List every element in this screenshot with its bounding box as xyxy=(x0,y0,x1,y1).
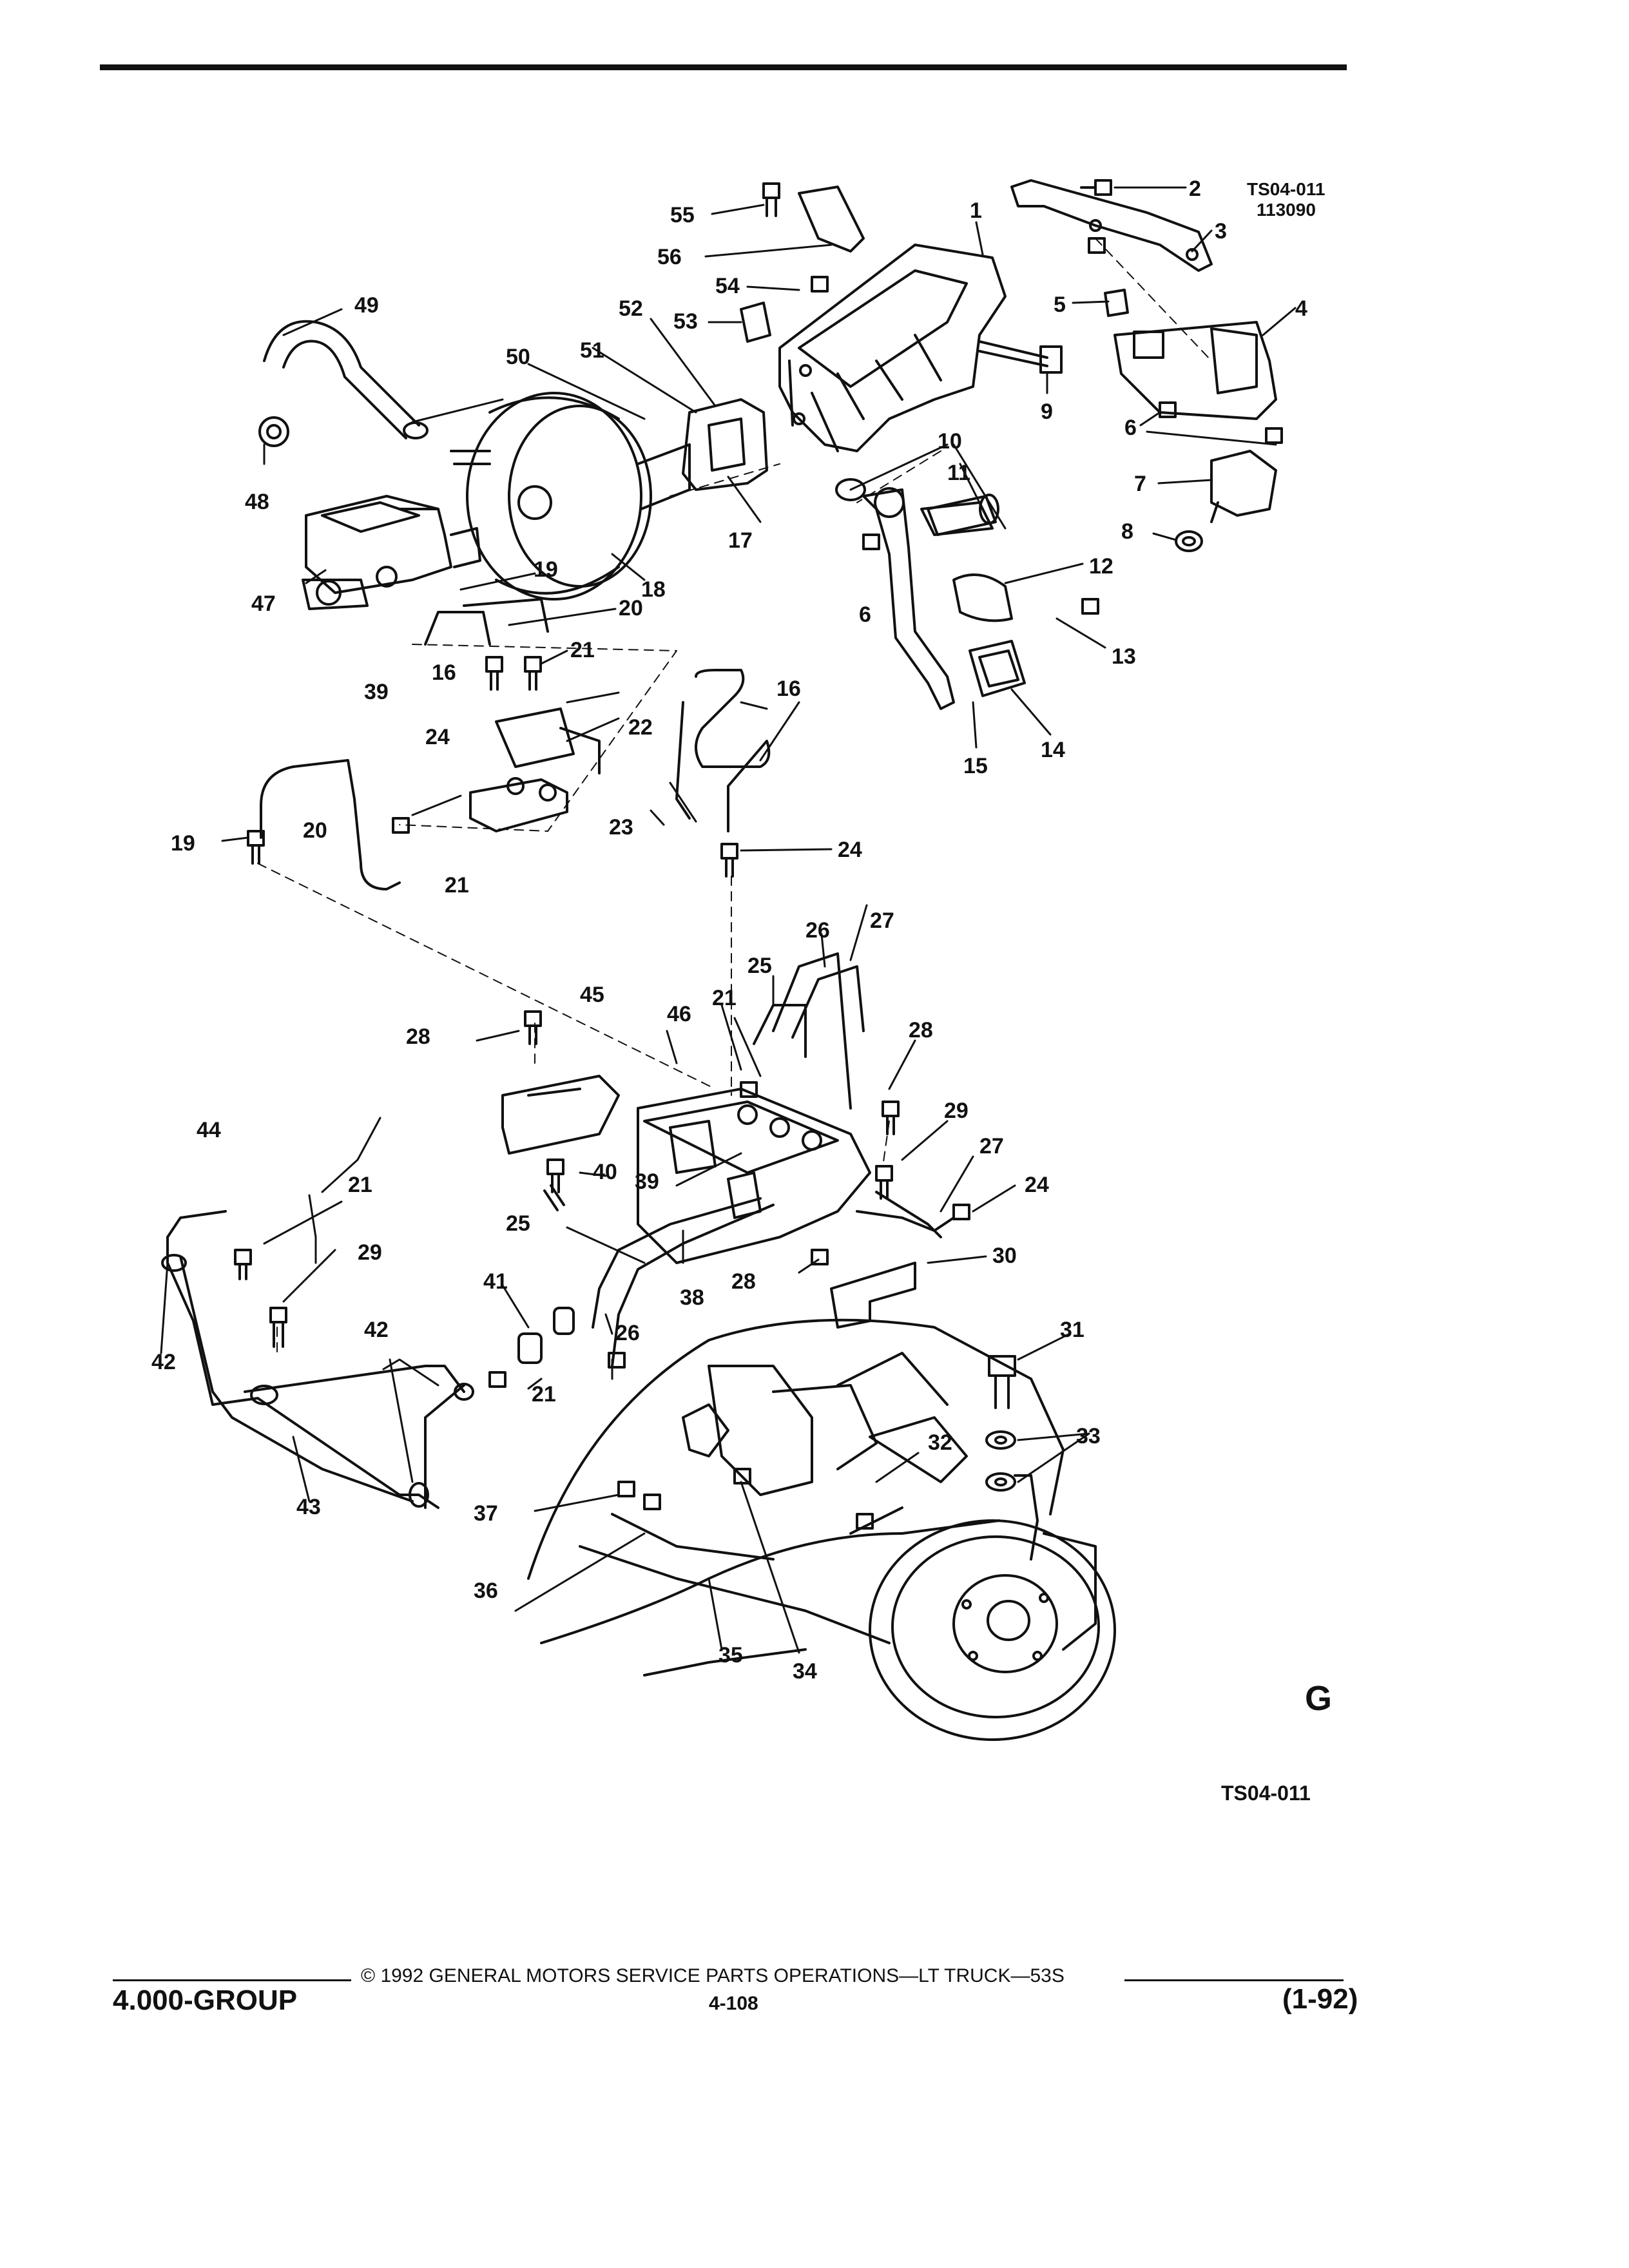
callout-52: 52 xyxy=(619,296,643,321)
brake-pipes-upper xyxy=(261,599,769,889)
callout-38: 38 xyxy=(680,1285,704,1310)
callout-24b: 24 xyxy=(838,838,862,862)
callout-15: 15 xyxy=(963,754,988,778)
callout-34: 34 xyxy=(793,1659,817,1684)
callout-10: 10 xyxy=(938,429,962,454)
callout-50: 50 xyxy=(506,345,530,369)
callout-5: 5 xyxy=(1054,293,1066,317)
callout-3: 3 xyxy=(1215,219,1227,244)
group-label: 4.000-GROUP xyxy=(113,1984,298,2016)
callout-41: 41 xyxy=(483,1269,508,1294)
pedal-pad xyxy=(970,641,1025,696)
callout-40: 40 xyxy=(593,1160,617,1184)
callout-42b: 42 xyxy=(151,1350,176,1374)
sealing-washers xyxy=(987,1432,1037,1559)
callout-13: 13 xyxy=(1112,644,1136,669)
callout-27: 27 xyxy=(870,908,894,933)
screw xyxy=(545,1186,564,1210)
callout-26b: 26 xyxy=(615,1321,640,1345)
callout-43: 43 xyxy=(296,1495,321,1519)
callout-29b: 29 xyxy=(358,1240,382,1265)
callout-56: 56 xyxy=(657,245,682,269)
footer-rule-left xyxy=(113,1979,351,1981)
callout-25b: 25 xyxy=(506,1211,530,1236)
abs-bracket xyxy=(503,1076,619,1153)
footer-rule-right xyxy=(1124,1979,1344,1981)
callout-30: 30 xyxy=(992,1244,1017,1268)
retaining-nut xyxy=(1176,532,1202,551)
callout-39: 39 xyxy=(364,680,389,704)
callout-37: 37 xyxy=(474,1501,498,1526)
revision-date: (1-92) xyxy=(1282,1983,1358,2015)
combination-valve xyxy=(470,709,599,831)
callout-26: 26 xyxy=(805,918,830,943)
callout-12: 12 xyxy=(1089,554,1113,579)
callout-53: 53 xyxy=(673,309,698,334)
pushrod-retainer xyxy=(954,575,1012,620)
callout-35: 35 xyxy=(718,1643,743,1667)
callout-48: 48 xyxy=(245,490,269,514)
callout-18: 18 xyxy=(641,577,666,602)
callout-31: 31 xyxy=(1060,1318,1084,1342)
logo-mark: G xyxy=(1305,1679,1333,1718)
callout-36: 36 xyxy=(474,1579,498,1603)
rear-brake-pipe-assembly xyxy=(162,1211,473,1508)
callout-2: 2 xyxy=(1189,177,1201,201)
figure-code-bottom: TS04-011 xyxy=(1221,1782,1311,1805)
stoplamp-switch xyxy=(1211,451,1276,522)
master-cylinder xyxy=(303,496,480,609)
spacer-block xyxy=(741,187,1128,341)
callout-6: 6 xyxy=(1124,416,1137,440)
callout-1: 1 xyxy=(970,198,982,223)
callout-20: 20 xyxy=(619,596,643,620)
brake-pedal xyxy=(863,488,992,709)
pipe-bracket xyxy=(831,1263,915,1327)
page-number: 4-108 xyxy=(709,1993,758,2014)
callout-51: 51 xyxy=(580,338,604,363)
pivot-bolt xyxy=(979,341,1061,372)
callout-28c: 28 xyxy=(731,1269,756,1294)
callout-49: 49 xyxy=(354,293,379,318)
grommet xyxy=(260,418,288,446)
callout-28: 28 xyxy=(406,1024,430,1049)
callout-9: 9 xyxy=(1041,399,1053,424)
callout-8: 8 xyxy=(1121,519,1133,544)
callout-6b: 6 xyxy=(859,602,871,627)
callout-47: 47 xyxy=(251,591,276,616)
callout-4: 4 xyxy=(1295,296,1307,321)
callout-21c: 21 xyxy=(712,986,737,1010)
callout-24c: 24 xyxy=(1025,1173,1049,1197)
pipe-connector xyxy=(519,1308,574,1363)
callout-25: 25 xyxy=(747,954,772,978)
brake-rotor-hub xyxy=(870,1521,1115,1740)
callout-16: 16 xyxy=(776,677,801,701)
callout-33: 33 xyxy=(1076,1424,1101,1448)
figure-code-top: TS04-011 xyxy=(1247,179,1325,199)
callout-14: 14 xyxy=(1041,738,1065,762)
callout-44: 44 xyxy=(197,1118,221,1142)
stoplamp-switch-mount xyxy=(1115,322,1276,419)
callout-21b: 21 xyxy=(445,873,469,898)
callout-28b: 28 xyxy=(909,1018,933,1043)
callout-21d: 21 xyxy=(348,1173,372,1197)
callout-7: 7 xyxy=(1134,472,1146,496)
callout-21e: 21 xyxy=(532,1382,556,1407)
figure-date-code: 113090 xyxy=(1257,200,1316,220)
callout-22: 22 xyxy=(628,715,653,740)
callout-19: 19 xyxy=(534,557,558,582)
callout-54: 54 xyxy=(715,274,740,298)
callout-39b: 39 xyxy=(635,1169,659,1194)
callout-45: 45 xyxy=(580,983,604,1007)
callout-20b: 20 xyxy=(303,818,327,843)
callout-29: 29 xyxy=(944,1099,969,1123)
callout-55: 55 xyxy=(670,203,695,227)
callout-11: 11 xyxy=(947,461,970,485)
callout-24: 24 xyxy=(425,725,450,749)
callout-16b: 16 xyxy=(432,660,456,685)
callout-42: 42 xyxy=(364,1318,389,1342)
leader-lines xyxy=(161,187,1295,1653)
power-brake-booster xyxy=(451,393,689,599)
brake-pipes-lower xyxy=(593,1192,954,1366)
callout-19b: 19 xyxy=(171,831,195,856)
callout-21: 21 xyxy=(570,638,595,662)
abs-modulator-assembly xyxy=(638,954,870,1263)
reservoir-hose xyxy=(264,322,427,438)
callout-27b: 27 xyxy=(979,1134,1004,1158)
callout-17: 17 xyxy=(728,528,753,553)
callout-23: 23 xyxy=(609,815,633,840)
callout-46: 46 xyxy=(667,1002,691,1026)
callout-32: 32 xyxy=(928,1430,952,1455)
copyright-notice: © 1992 GENERAL MOTORS SERVICE PARTS OPERATIONS—LT TRUCK—53S xyxy=(361,1965,1065,1986)
